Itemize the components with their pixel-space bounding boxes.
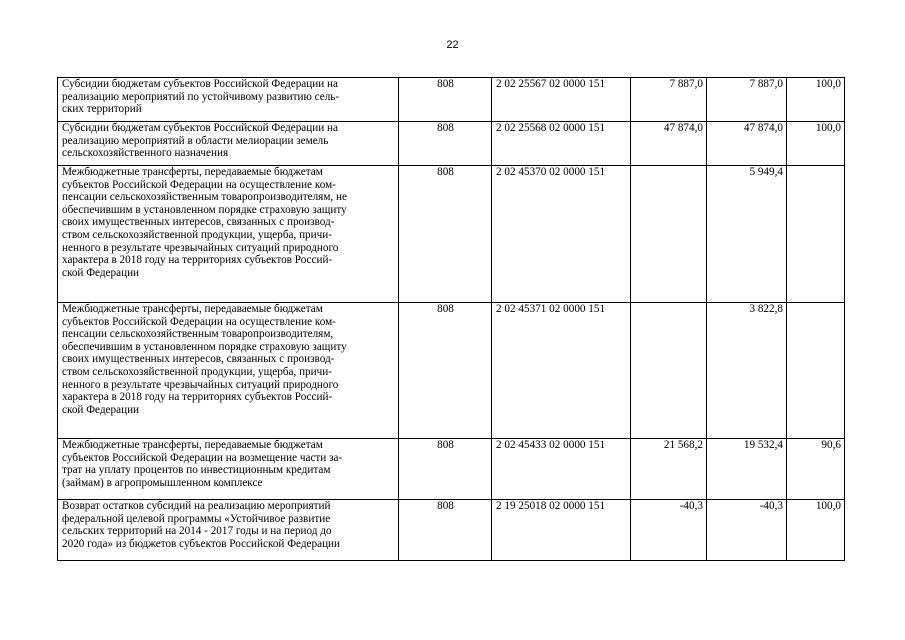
table-row bbox=[58, 78, 845, 122]
admin-code-cell: 808 bbox=[399, 439, 492, 500]
income-name-line: ских территорий bbox=[62, 103, 142, 116]
income-name-line: Межбюджетные трансферты, передаваемые бюджетам bbox=[62, 439, 323, 451]
fact-amount-cell: 5 949,4 bbox=[707, 166, 787, 303]
budget-code-cell: 2 02 25567 02 0000 151 bbox=[492, 78, 631, 122]
plan-amount-cell: 7 887,0 bbox=[631, 78, 707, 122]
admin-code-cell: 808 bbox=[399, 122, 492, 166]
income-name-line: обеспечившим в установленном порядке страховую защиту bbox=[62, 340, 347, 353]
income-name-line: ской Федерации bbox=[62, 266, 140, 279]
budget-code-cell: 2 02 45433 02 0000 151 bbox=[492, 439, 631, 500]
plan-amount-cell: 47 874,0 bbox=[631, 122, 707, 166]
income-name-line: федеральной целевой программы «Устойчивое развитие bbox=[62, 512, 331, 525]
budget-table bbox=[57, 77, 845, 561]
income-name-line: Межбюджетные трансферты, передаваемые бюджетам bbox=[62, 303, 323, 315]
page-number: 22 bbox=[446, 39, 459, 51]
table-row bbox=[58, 166, 845, 303]
income-name-line: (займам) в агропромышленном комплексе bbox=[62, 476, 263, 489]
budget-code-cell: 2 02 45370 02 0000 151 bbox=[492, 166, 631, 303]
income-name-cell bbox=[58, 500, 399, 561]
admin-code-cell: 808 bbox=[399, 78, 492, 122]
income-name-line: реализацию мероприятий по устойчивому развитию сель- bbox=[62, 90, 340, 103]
income-name-line: ством сельскохозяйственной продукции, ущерба, причи- bbox=[62, 365, 332, 378]
table-row bbox=[58, 500, 845, 561]
fact-amount-cell: 7 887,0 bbox=[707, 78, 787, 122]
income-name-cell bbox=[58, 166, 399, 303]
fact-amount-cell: -40,3 bbox=[707, 500, 787, 561]
income-name-line: субъектов Российской Федерации на возмещение части за- bbox=[62, 451, 343, 464]
fact-amount-cell: 3 822,8 bbox=[707, 303, 787, 439]
income-name-line: пенсации сельскохозяйственным товаропроизводителям, не bbox=[62, 191, 347, 204]
percent-cell bbox=[787, 166, 845, 303]
income-name-cell bbox=[58, 122, 399, 166]
percent-cell: 90,6 bbox=[787, 439, 845, 500]
fact-amount-cell: 19 532,4 bbox=[707, 439, 787, 500]
budget-code-cell: 2 19 25018 02 0000 151 bbox=[492, 500, 631, 561]
income-name-cell bbox=[58, 439, 399, 500]
budget-code-cell: 2 02 45371 02 0000 151 bbox=[492, 303, 631, 439]
income-name-line: сельских территорий на 2014 - 2017 годы и на период до bbox=[62, 525, 332, 538]
income-name-line: ской Федерации bbox=[62, 403, 140, 416]
income-name-line: своих имущественных интересов, связанных с производ- bbox=[62, 353, 335, 366]
income-name-line: ненного в результате чрезвычайных ситуаций природного bbox=[62, 378, 339, 391]
income-name-line: Субсидии бюджетам субъектов Российской Федерации на bbox=[62, 78, 338, 90]
table-row bbox=[58, 439, 845, 500]
income-name-line: субъектов Российской Федерации на осуществление ком- bbox=[62, 178, 336, 191]
admin-code-cell: 808 bbox=[399, 166, 492, 303]
budget-code-cell: 2 02 25568 02 0000 151 bbox=[492, 122, 631, 166]
plan-amount-cell bbox=[631, 166, 707, 303]
admin-code-cell: 808 bbox=[399, 303, 492, 439]
income-name-line: Субсидии бюджетам субъектов Российской Федерации на bbox=[62, 122, 338, 134]
percent-cell: 100,0 bbox=[787, 122, 845, 166]
fact-amount-cell: 47 874,0 bbox=[707, 122, 787, 166]
plan-amount-cell: -40,3 bbox=[631, 500, 707, 561]
income-name-cell bbox=[58, 78, 399, 122]
income-name-line: Межбюджетные трансферты, передаваемые бюджетам bbox=[62, 166, 323, 178]
income-name-line: реализацию мероприятий в области мелиорации земель bbox=[62, 134, 329, 147]
percent-cell: 100,0 bbox=[787, 78, 845, 122]
budget-table-body bbox=[58, 78, 845, 561]
income-name-cell bbox=[58, 303, 399, 439]
admin-code-cell: 808 bbox=[399, 500, 492, 561]
income-name-line: ством сельскохозяйственной продукции, ущерба, причи- bbox=[62, 228, 332, 241]
income-name-line: характера в 2018 году на территориях субъектов Россий- bbox=[62, 391, 333, 404]
plan-amount-cell: 21 568,2 bbox=[631, 439, 707, 500]
income-name-line: характера в 2018 году на территориях субъектов Россий- bbox=[62, 254, 333, 267]
table-row bbox=[58, 122, 845, 166]
income-name-line: сельскохозяйственного назначения bbox=[62, 147, 229, 160]
income-name-line: 2020 года» из бюджетов субъектов Российской Федерации bbox=[62, 537, 341, 550]
income-name-line: субъектов Российской Федерации на осуществление ком- bbox=[62, 315, 336, 328]
plan-amount-cell bbox=[631, 303, 707, 439]
percent-cell bbox=[787, 303, 845, 439]
income-name-line: Возврат остатков субсидий на реализацию мероприятий bbox=[62, 500, 331, 512]
income-name-line: пенсации сельскохозяйственным товаропроизводителям, bbox=[62, 328, 334, 341]
income-name-line: обеспечившим в установленном порядке страховую защиту bbox=[62, 203, 347, 216]
income-name-line: трат на уплату процентов по инвестиционным кредитам bbox=[62, 464, 331, 477]
percent-cell: 100,0 bbox=[787, 500, 845, 561]
table-row bbox=[58, 303, 845, 439]
income-name-line: ненного в результате чрезвычайных ситуаций природного bbox=[62, 241, 339, 254]
income-name-line: своих имущественных интересов, связанных с производ- bbox=[62, 216, 335, 229]
